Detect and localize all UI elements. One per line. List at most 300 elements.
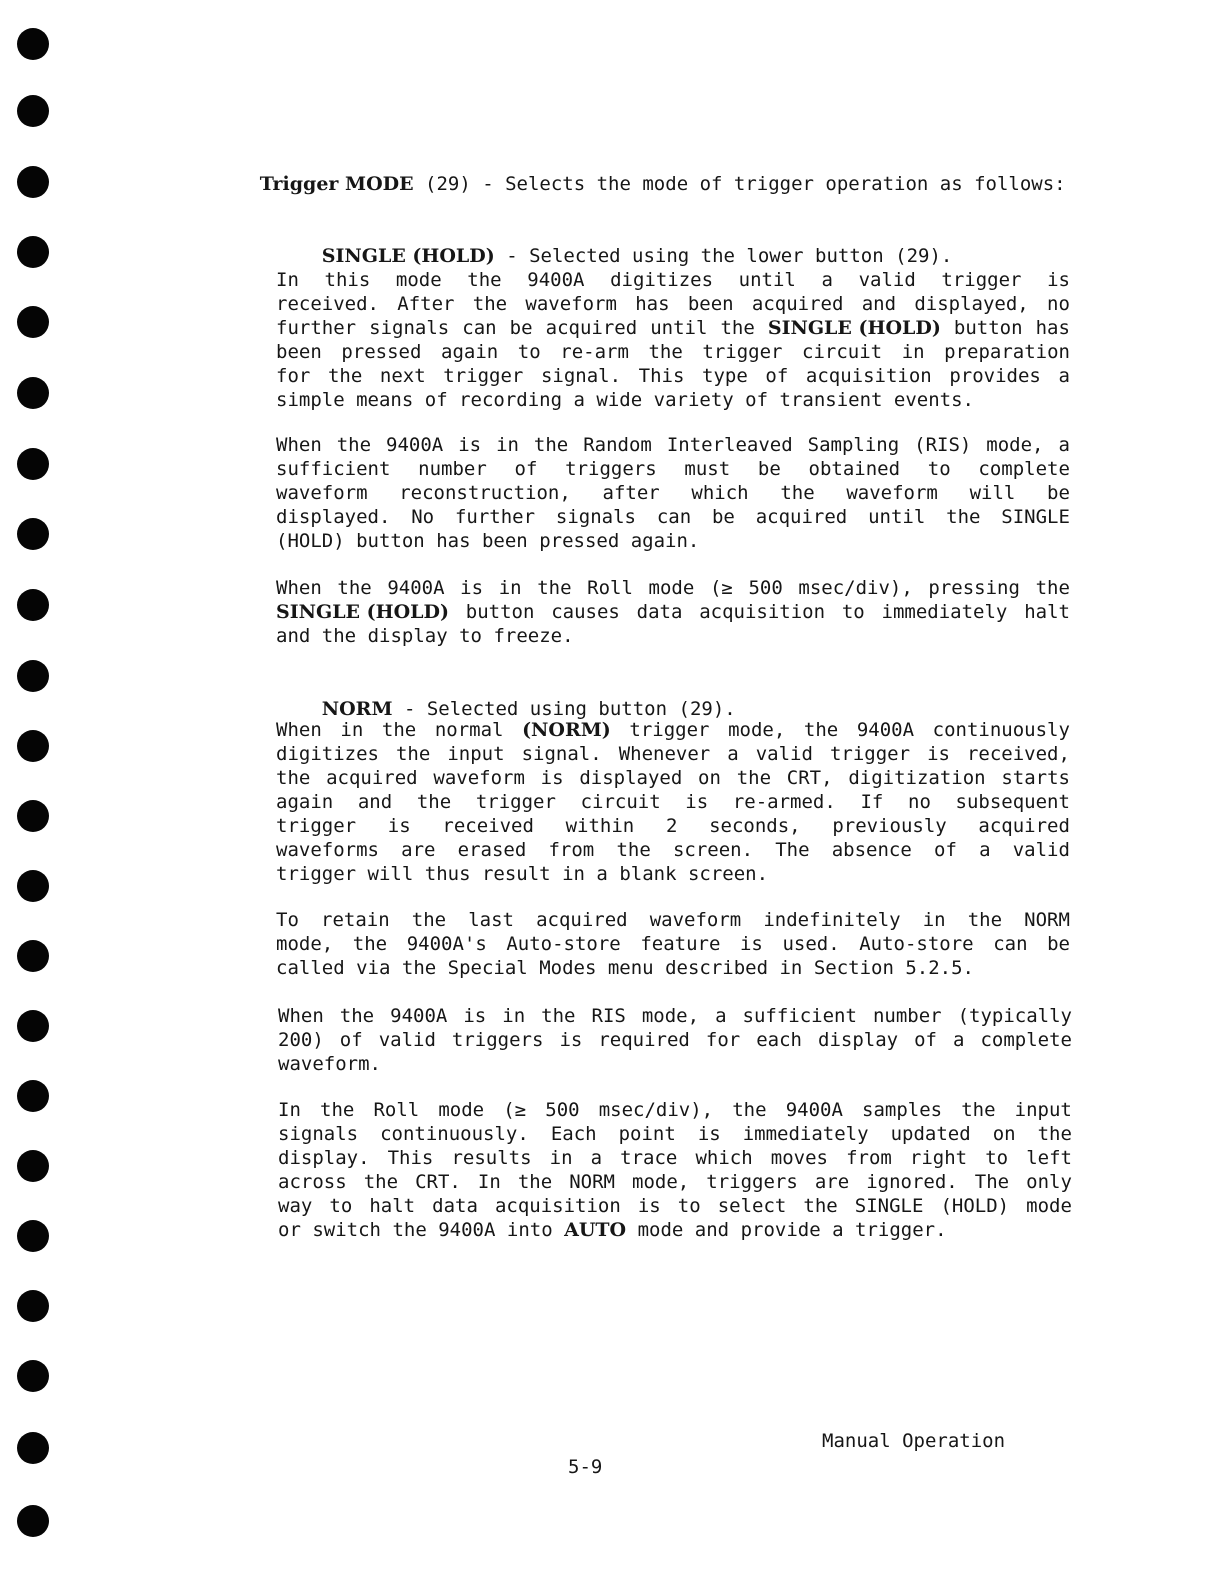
word: until: [738, 269, 796, 291]
section-heading: [214, 148, 1066, 220]
text-line: [276, 505, 1070, 529]
word: be: [1047, 482, 1070, 504]
word: re-arm: [560, 341, 629, 363]
word: for: [276, 365, 311, 387]
word: Auto-store: [506, 933, 621, 955]
word: Sampling: [807, 434, 900, 456]
word: the: [392, 1219, 427, 1241]
word: result: [481, 863, 551, 885]
word: the: [533, 434, 569, 456]
word: pressed: [539, 530, 620, 552]
word: acquired: [545, 317, 638, 339]
word: (typically: [957, 1005, 1072, 1027]
word: is: [739, 933, 763, 955]
word: Roll: [373, 1099, 420, 1121]
word: The: [775, 839, 810, 861]
word: wide: [596, 389, 643, 411]
word: number: [872, 1005, 942, 1027]
word: display: [818, 1029, 899, 1051]
word: is: [697, 1123, 721, 1145]
word: a: [821, 269, 833, 291]
word: from: [548, 839, 595, 861]
text-line: [278, 1218, 947, 1242]
word: a: [832, 1219, 844, 1241]
word: msec/div),: [598, 1099, 714, 1121]
word: are: [401, 839, 436, 861]
word: each: [756, 1029, 802, 1051]
word: of: [514, 458, 538, 480]
word: again.: [630, 530, 700, 552]
word: waveform: [433, 767, 525, 789]
word: screen.: [687, 863, 769, 885]
word: halt: [369, 1195, 416, 1217]
word: displayed: [579, 767, 683, 789]
word: (≥: [503, 1099, 527, 1121]
word: switch: [312, 1219, 381, 1241]
word: events.: [893, 389, 974, 411]
text-line: [278, 1170, 1072, 1194]
word: results: [451, 1147, 532, 1169]
word: will: [969, 482, 1016, 504]
word: waveform: [649, 909, 742, 931]
word: mode: [395, 269, 442, 291]
word: (HOLD): [940, 1195, 1010, 1217]
text-line: [278, 1098, 1072, 1122]
word: 9400A: [856, 719, 915, 741]
word: signals: [555, 506, 636, 528]
word: 2: [665, 815, 678, 837]
word: is: [460, 577, 484, 599]
word: is: [927, 743, 950, 765]
word: input: [447, 743, 505, 765]
word: causes: [551, 601, 620, 623]
text-line: [276, 600, 1070, 624]
word: SINGLE: [854, 1195, 924, 1217]
word: of: [424, 389, 448, 411]
word: which: [695, 1147, 753, 1169]
word: to: [841, 601, 865, 623]
text-line: [278, 1004, 1072, 1028]
text-line: [276, 766, 1070, 790]
word: 500: [545, 1099, 580, 1121]
word: displayed.: [276, 506, 391, 528]
word: to: [677, 1195, 701, 1217]
word: display.: [278, 1147, 370, 1169]
word: variety: [653, 389, 734, 411]
word: the: [337, 577, 372, 599]
word: the: [946, 506, 981, 528]
text-line: [276, 529, 699, 553]
word: Auto-store: [859, 933, 974, 955]
word: To: [276, 909, 299, 931]
word: circuit: [802, 341, 883, 363]
word: is: [540, 767, 564, 789]
word: trigger: [276, 815, 357, 837]
text-line: [278, 1028, 1072, 1052]
word: 9400A: [386, 434, 444, 456]
word: is: [463, 1005, 487, 1027]
word: received: [442, 815, 534, 837]
word: trigger: [829, 743, 911, 765]
word: required: [598, 1029, 690, 1051]
word: preparation: [944, 341, 1070, 363]
word: in: [498, 577, 522, 599]
word: absence: [831, 839, 912, 861]
word: triggers: [565, 458, 657, 480]
word: trigger: [629, 719, 710, 741]
word: point: [618, 1123, 676, 1145]
word: pressing: [928, 577, 1020, 599]
word: the: [395, 743, 431, 765]
word: mode,: [986, 434, 1044, 456]
word: provide: [740, 1219, 821, 1241]
word: mode,: [728, 719, 786, 741]
word: a: [727, 743, 739, 765]
word: (≥: [709, 577, 733, 599]
word: the: [321, 625, 357, 647]
word: the: [648, 341, 683, 363]
word: to: [459, 625, 482, 647]
word: freeze.: [493, 625, 574, 647]
word: This: [638, 365, 685, 387]
word: of: [339, 1029, 363, 1051]
word: 5.2.5.: [905, 957, 974, 979]
word: NORM: [1024, 909, 1070, 931]
word: via: [356, 957, 391, 979]
word: the: [339, 1005, 375, 1027]
word: a: [590, 1147, 603, 1169]
text-line: [276, 433, 1070, 457]
word: In: [477, 1171, 501, 1193]
word: further: [276, 317, 357, 339]
word: of: [765, 365, 789, 387]
word: called: [276, 957, 345, 979]
word: the: [803, 719, 839, 741]
word: menu: [607, 957, 654, 979]
word: in: [549, 1147, 573, 1169]
word: reconstruction,: [399, 482, 571, 504]
word: recording: [459, 389, 563, 411]
word: a: [715, 1005, 727, 1027]
word: 9400A: [387, 577, 445, 599]
word: If: [860, 791, 884, 813]
word: no: [908, 791, 931, 813]
word: valid: [378, 1029, 436, 1051]
word: are: [814, 1171, 850, 1193]
bold-term: SINGLE (HOLD): [276, 601, 449, 623]
word: the: [1035, 577, 1070, 599]
word: sufficient: [742, 1005, 857, 1027]
word: or: [278, 1219, 301, 1241]
word: acquisition: [699, 601, 826, 623]
word: after: [602, 482, 660, 504]
word: NORM: [569, 1171, 615, 1193]
word: the: [736, 767, 772, 789]
word: of: [745, 389, 769, 411]
word: valid: [858, 269, 916, 291]
word: No: [411, 506, 435, 528]
word: continuously.: [380, 1123, 529, 1145]
text-line: [276, 576, 1070, 600]
word: This: [387, 1147, 434, 1169]
word: When: [276, 434, 322, 456]
word: the: [732, 1099, 767, 1121]
word: msec/div),: [798, 577, 913, 599]
word: is: [637, 1195, 661, 1217]
word: waveform.: [278, 1053, 381, 1075]
word: mode: [438, 1099, 485, 1121]
word: triggers: [451, 1029, 544, 1051]
word: When: [276, 577, 322, 599]
word: halt: [1024, 601, 1070, 623]
word: last: [468, 909, 514, 931]
word: waveforms: [276, 839, 379, 861]
text-line: [276, 268, 1070, 292]
word: been: [481, 530, 528, 552]
word: valid: [1012, 839, 1070, 861]
word: on: [698, 767, 721, 789]
word: blank: [619, 863, 677, 885]
word: to: [517, 341, 541, 363]
word: feature: [640, 933, 721, 955]
word: CRT,: [786, 767, 833, 789]
word: type: [702, 365, 748, 387]
word: only: [1026, 1171, 1072, 1193]
text-line: [276, 624, 574, 648]
word: Whenever: [618, 743, 711, 765]
word: to: [985, 1147, 1009, 1169]
word: a: [979, 839, 991, 861]
bold-term: AUTO: [564, 1219, 627, 1241]
bold-term: SINGLE (HOLD): [767, 317, 941, 339]
word: in: [496, 434, 519, 456]
word: 9400A: [438, 1219, 496, 1241]
word: again: [441, 341, 499, 363]
word: samples: [862, 1099, 943, 1121]
single-heading-bold: SINGLE (HOLD): [321, 245, 495, 267]
word: the: [352, 933, 388, 955]
word: erased: [457, 839, 527, 861]
word: waveform: [276, 482, 368, 504]
text-line: [276, 388, 974, 412]
word: signal.: [521, 743, 602, 765]
word: seconds,: [709, 815, 801, 837]
word: immediately: [881, 601, 1008, 623]
word: means: [356, 389, 414, 411]
word: In: [276, 269, 299, 291]
word: moves: [770, 1147, 828, 1169]
word: has: [635, 293, 670, 315]
word: the: [720, 317, 755, 339]
word: the: [472, 293, 508, 315]
word: Section: [813, 957, 894, 979]
word: obtained: [808, 458, 901, 480]
word: be: [757, 458, 781, 480]
word: the: [416, 791, 452, 813]
word: and: [694, 1219, 730, 1241]
word: subsequent: [955, 791, 1070, 813]
word: be: [711, 506, 735, 528]
word: acquired: [326, 767, 418, 789]
word: trigger: [475, 791, 556, 813]
word: the: [541, 1005, 576, 1027]
norm-heading-bold: NORM: [321, 698, 393, 720]
word: provides: [949, 365, 1041, 387]
word: in: [562, 863, 585, 885]
word: in: [340, 719, 364, 741]
word: signal.: [540, 365, 622, 387]
word: Modes: [539, 957, 597, 979]
word: pressed: [341, 341, 422, 363]
word: valid: [755, 743, 813, 765]
word: in: [922, 909, 946, 931]
word: mode,: [276, 933, 334, 955]
word: select: [717, 1195, 787, 1217]
word: the: [336, 434, 372, 456]
word: within: [565, 815, 635, 837]
word: and: [276, 625, 311, 647]
text-line: [276, 718, 1070, 742]
word: number: [418, 458, 487, 480]
word: 9400A: [527, 269, 585, 291]
norm-heading-rest: - Selected using button (29).: [403, 698, 736, 720]
word: After: [397, 293, 455, 315]
word: the: [276, 767, 311, 789]
word: the: [961, 1099, 996, 1121]
word: circuit: [580, 791, 661, 813]
word: mode,: [641, 1005, 700, 1027]
word: left: [1026, 1147, 1072, 1169]
word: starts: [1001, 767, 1070, 789]
word: can: [993, 933, 1028, 955]
word: acquired: [978, 815, 1070, 837]
word: the: [803, 1195, 838, 1217]
word: data: [636, 601, 683, 623]
word: digitizes: [610, 269, 714, 291]
bold-term: (NORM): [522, 719, 611, 741]
word: been: [687, 293, 734, 315]
text-line: [278, 1194, 1072, 1218]
word: (RIS): [914, 434, 972, 456]
word: can: [656, 506, 692, 528]
word: described: [665, 957, 769, 979]
word: is: [458, 434, 482, 456]
word: in: [502, 1005, 526, 1027]
word: the: [327, 365, 363, 387]
word: ignored.: [866, 1171, 958, 1193]
word: acquired: [536, 909, 628, 931]
word: When: [276, 719, 322, 741]
word: digitizes: [276, 743, 379, 765]
word: across: [278, 1171, 347, 1193]
word: is: [685, 791, 709, 813]
word: the: [780, 482, 815, 504]
word: CRT.: [415, 1171, 461, 1193]
word: signals: [278, 1123, 359, 1145]
word: digitization: [848, 767, 986, 789]
footer-section: Manual Operation: [822, 1430, 1006, 1452]
word: acquisition: [805, 365, 932, 387]
word: mode: [648, 577, 695, 599]
word: until: [868, 506, 926, 528]
word: immediately: [742, 1123, 869, 1145]
word: of: [914, 1029, 937, 1051]
word: right: [909, 1147, 968, 1169]
word: the: [616, 839, 651, 861]
word: used.: [782, 933, 840, 955]
word: the: [467, 269, 502, 291]
word: display: [367, 625, 448, 647]
word: trigger: [443, 365, 524, 387]
word: complete: [980, 1029, 1072, 1051]
word: data: [432, 1195, 478, 1217]
word: Random: [583, 434, 652, 456]
word: Each: [550, 1123, 597, 1145]
word: Roll: [587, 577, 633, 599]
word: and: [861, 293, 897, 315]
word: updated: [890, 1123, 971, 1145]
text-line: [276, 932, 1070, 956]
word: sufficient: [276, 458, 391, 480]
word: until: [650, 317, 708, 339]
word: button: [953, 317, 1023, 339]
word: to: [927, 458, 951, 480]
word: next: [379, 365, 426, 387]
word: triggers: [706, 1171, 798, 1193]
word: is: [1047, 269, 1070, 291]
single-heading-rest: - Selected using the lower button (29).: [506, 245, 953, 267]
word: for: [705, 1029, 741, 1051]
word: trigger.: [855, 1219, 947, 1241]
text-line: [276, 457, 1070, 481]
word: way: [278, 1195, 313, 1217]
text-line: [276, 908, 1070, 932]
word: will: [367, 863, 414, 885]
word: of: [934, 839, 957, 861]
word: retain: [321, 909, 390, 931]
word: trigger: [276, 863, 357, 885]
footer-page-number: 5-9: [568, 1456, 603, 1478]
word: the: [1037, 1123, 1072, 1145]
word: received,: [966, 743, 1070, 765]
word: is: [559, 1029, 583, 1051]
word: complete: [978, 458, 1070, 480]
word: trace: [620, 1147, 678, 1169]
word: in: [779, 957, 803, 979]
word: 9400A: [785, 1099, 843, 1121]
text-line: [278, 1052, 381, 1076]
text-line: [276, 316, 1070, 340]
word: is: [387, 815, 411, 837]
word: 9400A: [390, 1005, 448, 1027]
word: from: [846, 1147, 892, 1169]
text-line: [276, 481, 1070, 505]
word: (HOLD): [276, 530, 345, 552]
word: SINGLE: [1001, 506, 1070, 528]
word: the: [401, 957, 437, 979]
word: re-armed.: [732, 791, 836, 813]
word: must: [684, 458, 731, 480]
word: this: [324, 269, 371, 291]
word: waveform: [525, 293, 617, 315]
word: a: [573, 389, 585, 411]
word: mode,: [632, 1171, 690, 1193]
word: button: [356, 530, 425, 552]
word: signals: [369, 317, 450, 339]
word: be: [1047, 933, 1070, 955]
word: has: [1035, 317, 1070, 339]
word: The: [974, 1171, 1010, 1193]
